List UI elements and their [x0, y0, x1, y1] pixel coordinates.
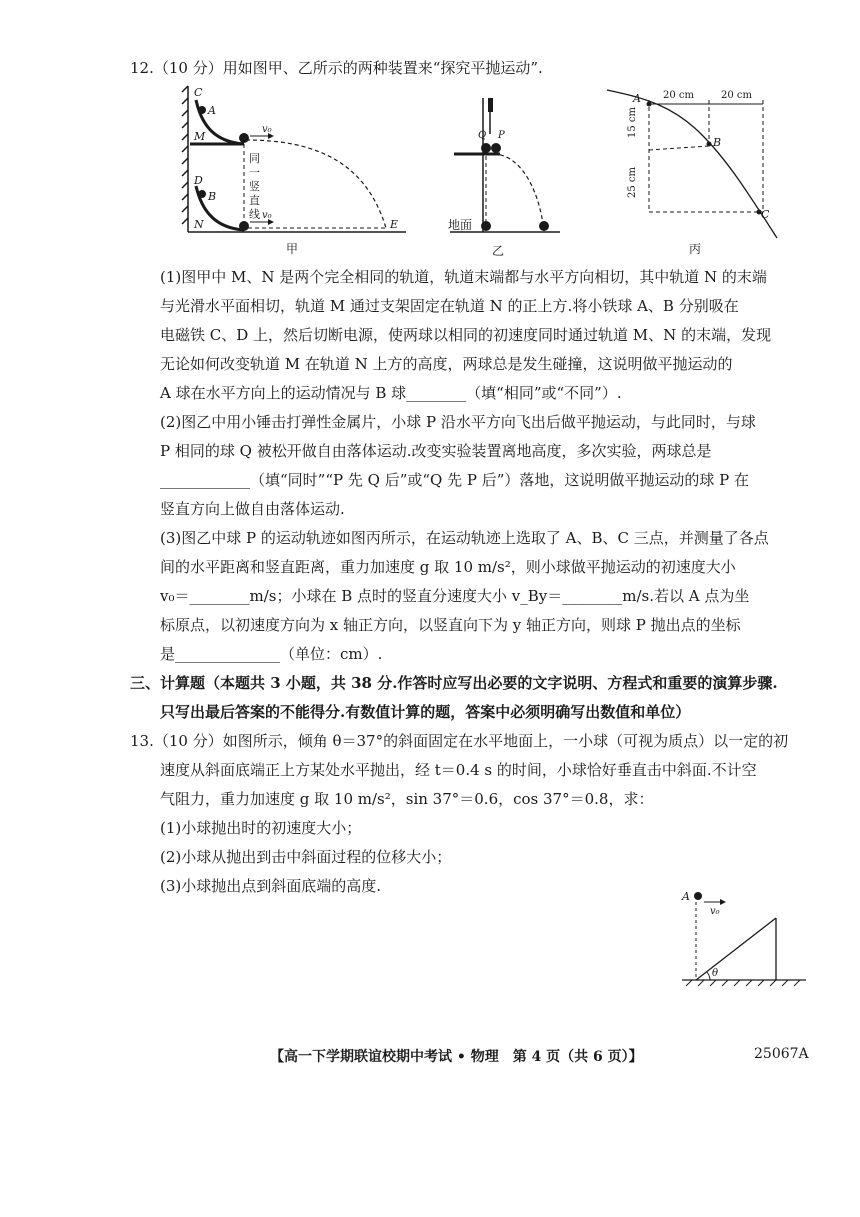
- q12-p1-line-1: 与光滑水平面相切，轨道 M 通过支架固定在轨道 N 的正上方.将小铁球 A、B 分别吸在: [160, 297, 739, 315]
- label-M: M: [194, 130, 206, 143]
- vtext-2: 竖: [249, 180, 260, 193]
- q13-line-2: 气阻力，重力加速度 g 取 10 m/s²，sin 37°＝0.6，cos 37°＝0.8，求：: [160, 790, 654, 808]
- figure-jia: [176, 82, 411, 256]
- q12-p2-line-3: 竖直方向上做自由落体运动.: [160, 500, 345, 518]
- vtext-1: 一: [249, 166, 260, 179]
- label-A-q13: A: [682, 890, 690, 903]
- label-v0-top: v₀: [262, 124, 272, 135]
- label-v0-q13: v₀: [710, 906, 720, 917]
- section3-heading-1: 只写出最后答案的不能得分.有数值计算的题，答案中必须明确写出数值和单位）: [160, 703, 691, 721]
- label-E: E: [390, 218, 399, 231]
- label-C: C: [194, 86, 203, 99]
- q12-p3-line-1: 间的水平距离和竖直距离，重力加速度 g 取 10 m/s²，则小球做平抛运动的初速度大小: [160, 558, 736, 576]
- q12-p3-line-4: 是______________（单位：cm）.: [160, 645, 383, 663]
- q13-line-4: (2)小球从抛出到击中斜面过程的位移大小；: [160, 848, 452, 866]
- label-P: P: [498, 130, 505, 141]
- q13-line-5: (3)小球抛出点到斜面底端的高度.: [160, 877, 382, 895]
- ground-label: 地面: [448, 218, 473, 232]
- q12-p3-line-2: v₀＝________m/s；小球在 B 点时的竖直分速度大小 v_By＝________m/s.若以 A 点为坐: [160, 587, 750, 605]
- label-A-bing: A: [633, 92, 641, 105]
- q12-p3-line-3: 标原点，以初速度方向为 x 轴正方向，以竖直向下为 y 轴正方向，则球 P 抛出点的坐标: [160, 616, 741, 634]
- caption-yi: 乙: [492, 244, 505, 258]
- figure-bing: [605, 86, 785, 256]
- label-Q: Q: [478, 130, 487, 141]
- vtext-0: 同: [249, 152, 260, 165]
- vtext-3: 直: [249, 194, 260, 207]
- figure-q13: [676, 884, 811, 994]
- section3-heading-0: 三、计算题（本题共 3 小题，共 38 分.作答时应写出必要的文字说明、方程式和重要的演算步骤.: [130, 674, 778, 692]
- dim-dx2: 20 cm: [721, 90, 752, 101]
- footer-code: 25067A: [754, 1046, 809, 1062]
- q12-p2-line-1: P 相同的球 Q 被松开做自由落体运动.改变实验装置离地高度，多次实验，两球总是: [160, 442, 712, 460]
- label-C-bing: C: [761, 208, 770, 221]
- vtext-4: 线: [249, 208, 260, 221]
- q12-p1-line-3: 无论如何改变轨道 M 在轨道 N 上方的高度，两球总是发生碰撞，这说明做平抛运动的: [160, 355, 733, 373]
- label-D: D: [194, 174, 203, 187]
- q12-p1-line-0: (1)图甲中 M、N 是两个完全相同的轨道，轨道末端都与水平方向相切，其中轨道 N 的末端: [160, 268, 767, 286]
- q12-p3-line-0: (3)图乙中球 P 的运动轨迹如图丙所示，在运动轨迹上选取了 A、B、C 三点，并测量了各点: [160, 529, 769, 547]
- q12-p2-line-2: ____________（填“同时”“P 先 Q 后”或“Q 先 P 后”）落地，这说明做平抛运动的球 P 在: [160, 471, 750, 489]
- caption-bing: 丙: [689, 242, 702, 256]
- figure-yi: [448, 94, 563, 258]
- q12-intro: 12.（10 分）用如图甲、乙所示的两种装置来“探究平抛运动”.: [130, 59, 543, 77]
- q13-line-0: 13.（10 分）如图所示，倾角 θ＝37°的斜面固定在水平地面上，一小球（可视为质点）以一定的初: [130, 732, 789, 750]
- q13-line-1: 速度从斜面底端正上方某处水平抛出，经 t＝0.4 s 的时间，小球恰好垂直击中斜面.不计空: [160, 761, 757, 779]
- dim-dy1: 15 cm: [627, 107, 638, 138]
- dim-dx1: 20 cm: [663, 90, 694, 101]
- label-B: B: [208, 190, 217, 203]
- q12-p1-line-4: A 球在水平方向上的运动情况与 B 球________（填“相同”或“不同”）.: [160, 384, 622, 402]
- q12-p2-line-0: (2)图乙中用小锤击打弹性金属片，小球 P 沿水平方向飞出后做平抛运动，与此同时，与球: [160, 413, 756, 431]
- footer-title: 【高一下学期联谊校期中考试 • 物理 第 4 页（共 6 页）】: [270, 1049, 643, 1065]
- caption-jia: 甲: [286, 242, 299, 256]
- label-B-bing: B: [713, 136, 722, 149]
- label-A: A: [208, 104, 216, 117]
- dim-dy2: 25 cm: [627, 167, 638, 198]
- q12-p1-line-2: 电磁铁 C、D 上，然后切断电源，使两球以相同的初速度同时通过轨道 M、N 的末端，发现: [160, 326, 772, 344]
- label-v0-bottom: v₀: [262, 210, 272, 221]
- label-N: N: [194, 218, 204, 231]
- label-theta: θ: [712, 968, 719, 979]
- q13-line-3: (1)小球抛出时的初速度大小；: [160, 819, 362, 837]
